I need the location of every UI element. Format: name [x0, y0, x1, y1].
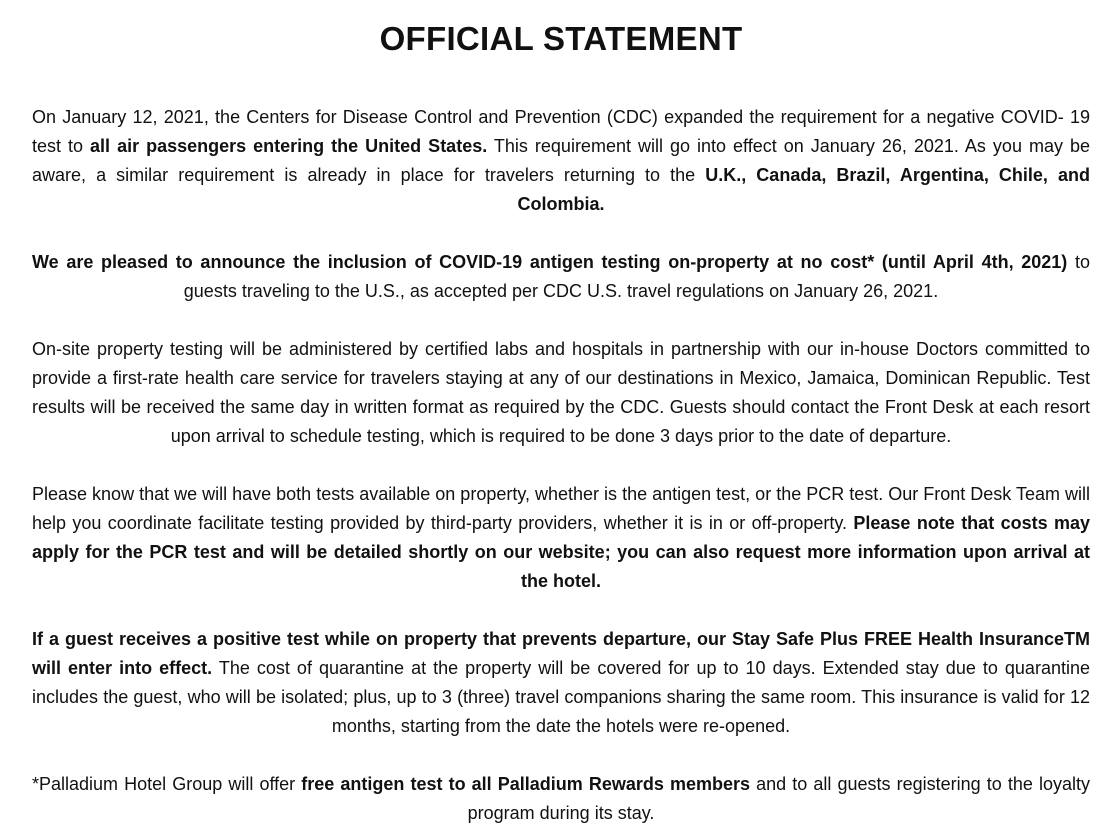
text-span: and to all guests registering to the loyalty program during its stay. — [467, 774, 1090, 823]
text-span: The cost of quarantine at the property will be covered for up to 10 days. Extended stay due to quarantine includes the guest, who will be isolated; plus, up to 3 (three) travel companions sharing the same room. This insurance is valid for 12 months, starting from the date the hotels were re-opened. — [32, 658, 1090, 736]
bold-span: If a guest receives a positive test while on property that prevents departure, our Stay Safe Plus FREE Health InsuranceTM will enter into effect. — [32, 629, 1090, 678]
text-span: *Palladium Hotel Group will offer — [32, 774, 302, 794]
bold-span: U.K., Canada, Brazil, Argentina, Chile, and Colombia. — [517, 165, 1090, 214]
bold-span: all air passengers entering the United States. — [90, 136, 488, 156]
text-span: On January 12, 2021, the Centers for Disease Control and Prevention (CDC) expanded the requirement for a negative COVID- 19 test to — [32, 107, 1090, 156]
page-title: OFFICIAL STATEMENT — [379, 20, 743, 57]
paragraph-footnote — [32, 770, 1090, 828]
bold-span: free antigen test to all Palladium Rewards members — [301, 774, 751, 794]
paragraph-pcr-test — [32, 480, 1090, 596]
paragraph-onsite-testing — [32, 335, 1090, 451]
paragraph-insurance — [32, 625, 1090, 741]
text-span: This requirement will go into effect on January 26, 2021. As you may be aware, a similar requirement is already in place for travelers returning to the — [32, 136, 1090, 185]
text-span: to guests traveling to the U.S., as accepted per CDC U.S. travel regulations on January 26, 2021. — [183, 252, 1090, 301]
paragraph-cdc-requirement — [32, 103, 1090, 219]
text-span: Please know that we will have both tests available on property, whether is the antigen test, or the PCR test. Our Front Desk Team will help you coordinate facilitate testing provided by third-party providers, whether it is in or off-property. — [32, 484, 1090, 533]
bold-span: We are pleased to announce the inclusion of COVID-19 antigen testing on-property at no cost* (until April 4th, 2021) — [32, 252, 1068, 272]
bold-span: Please note that costs may apply for the PCR test and will be detailed shortly on our website; you can also request more information upon arrival at the hotel. — [32, 513, 1090, 591]
paragraph-antigen-announcement — [32, 248, 1090, 306]
text-span: On-site property testing will be administered by certified labs and hospitals in partnership with our in-house Doctors committed to provide a first-rate health care service for travelers staying at any of our destinations in Mexico, Jamaica, Dominican Republic. Test results will be received the same day in written format as required by the CDC. Guests should contact the Front Desk at each resort upon arrival to schedule testing, which is required to be done 3 days prior to the date of departure. — [32, 339, 1090, 446]
